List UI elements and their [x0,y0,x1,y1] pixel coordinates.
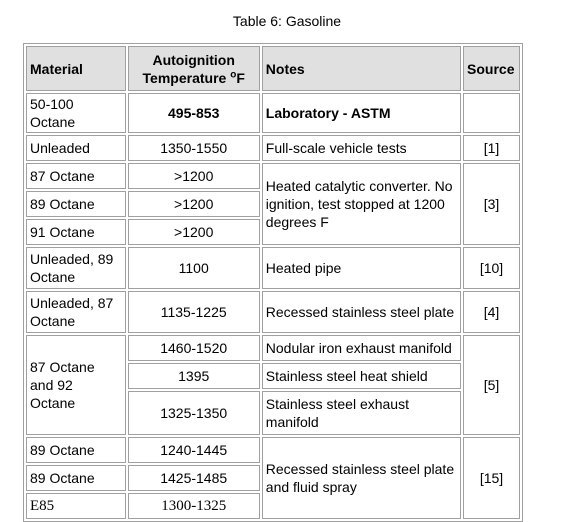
cell-notes: Nodular iron exhaust manifold [262,335,461,361]
header-temp-unit: F [236,69,245,86]
cell-notes-group: Heated catalytic converter. No ignition, test stopped at 1200 degrees F [262,163,461,245]
table-row [26,163,520,189]
cell-notes: Stainless steel heat shield [262,363,461,389]
gasoline-table [23,43,523,522]
table-row [26,335,520,361]
header-notes: Notes [262,46,461,91]
cell-source [463,93,520,133]
cell-material: 89 Octane [26,191,126,217]
table-row [26,93,520,133]
table-row [26,135,520,161]
table-caption: Table 6: Gasoline [232,13,342,29]
cell-material-group: 87 Octane and 92 Octane [26,335,126,435]
cell-temp: 1100 [128,247,260,289]
cell-temp: >1200 [128,163,260,189]
cell-notes-group: Recessed stainless steel plate and fluid spray [262,437,461,519]
cell-notes: Heated pipe [262,247,461,289]
cell-source: [10] [463,247,520,289]
cell-temp: 1325-1350 [128,391,260,435]
cell-source-group: [15] [463,437,520,519]
header-row [26,46,520,91]
cell-temp: 1350-1550 [128,135,260,161]
cell-temp: >1200 [128,191,260,217]
header-autoignition-temperature [128,46,260,91]
cell-temp: 1300-1325 [128,493,260,519]
cell-material: 50-100 Octane [26,93,126,133]
cell-temp: 1240-1445 [128,437,260,463]
cell-notes: Recessed stainless steel plate [262,291,461,333]
header-source: Source [463,46,520,91]
cell-material: Unleaded [26,135,126,161]
cell-temp: 1425-1485 [128,465,260,491]
cell-notes: Full-scale vehicle tests [262,135,461,161]
cell-material: Unleaded, 87 Octane [26,291,126,333]
cell-material: 89 Octane [26,465,126,491]
cell-material: 91 Octane [26,219,126,245]
cell-material: 89 Octane [26,437,126,463]
cell-source-group: [5] [463,335,520,435]
cell-temp: >1200 [128,219,260,245]
cell-temp: 1135-1225 [128,291,260,333]
header-temp-sup: o [230,68,237,80]
table-row [26,247,520,289]
header-material: Material [26,46,126,91]
cell-material: 87 Octane [26,163,126,189]
cell-temp: 1395 [128,363,260,389]
cell-temp: 1460-1520 [128,335,260,361]
cell-material: Unleaded, 89 Octane [26,247,126,289]
table-row [26,291,520,333]
table-row [26,437,520,463]
cell-source-group: [3] [463,163,520,245]
cell-source: [1] [463,135,520,161]
cell-notes: Stainless steel exhaust manifold [262,391,461,435]
header-temp-line1: Autoignition [152,51,235,68]
header-temp-line2: Temperature [142,69,231,86]
cell-notes: Laboratory - ASTM [262,93,461,133]
cell-material: E85 [26,493,126,519]
cell-temp: 495-853 [128,93,260,133]
cell-source: [4] [463,291,520,333]
